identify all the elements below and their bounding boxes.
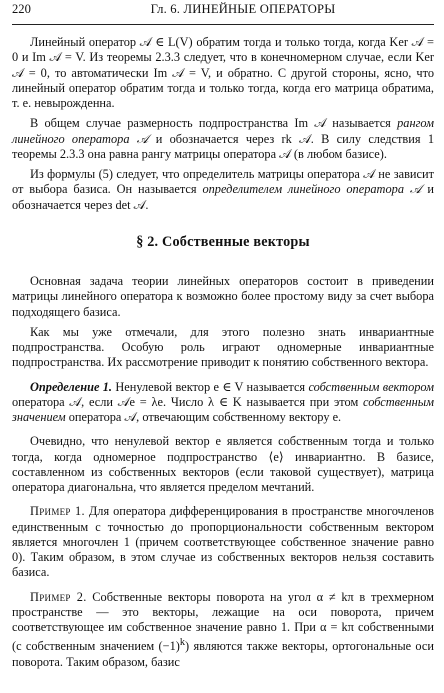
paragraph-determinant [12, 167, 434, 213]
term-rank: рангом линейного оператора 𝒜 [12, 116, 434, 146]
paragraph-rank [12, 116, 434, 162]
paragraph-text: Из формулы (5) следует, что определитель матрицы оператора 𝒜 не зависит от выбора базиса. Он называется [12, 167, 434, 197]
paragraph-text: Ненулевой вектор e ∈ V называется [112, 379, 309, 394]
term-eigenvector: собственным вектором [308, 379, 435, 394]
definition-1 [12, 380, 434, 426]
example-label: Пример 1. [30, 504, 85, 519]
paragraph-text: ) являются также векторы, ортогональные оси поворота. Таким образом, базис [12, 639, 434, 669]
term-determinant: определителем линейного оператора 𝒜 [202, 182, 422, 197]
paragraph-text: Основная задача теории линейных операторов состоит в приведении матрицы линейного оператора к возможно более простому виду за счет выбора подходящего базиса. [12, 274, 434, 319]
paragraph-invariant [12, 325, 434, 371]
running-title: Гл. 6. ЛИНЕЙНЫЕ ОПЕРАТОРЫ [150, 2, 336, 16]
paragraph-text: Собственные векторы поворота на угол α ≠ kπ в трехмерном пространстве — это векторы, лежащие на оси поворота, причем соответствующее им собственное значение равно 1. При α = kπ собственными (с собственным значением (−1) [12, 589, 434, 654]
paragraph-text: и обозначается через det 𝒜. [12, 182, 434, 212]
paragraph-obvious [12, 434, 434, 495]
paragraph-text: Для оператора дифференцирования в пространстве многочленов единственным с точностью до пропорциональности собственным вектором является многочлен 1 (причем соответствующее собственное значение равно 0). Таким образом, в этом случае из собственных векторов нельзя составить базиса. [12, 504, 435, 580]
page-number: 220 [12, 2, 31, 16]
paragraph-text: оператора 𝒜, отвечающим собственному вектору e. [65, 410, 342, 424]
section-title: § 2. Собственные векторы [136, 233, 310, 250]
paragraph-text: и обозначается через rk 𝒜. В силу следствия 1 теоремы 2.3.3 она равна рангу матрицы оператора 𝒜 (в любом базисе). [12, 131, 434, 161]
definition-label: Определение 1. [30, 379, 113, 394]
exponent: k [179, 637, 186, 649]
example-2 [12, 590, 434, 670]
paragraph-invertibility [12, 35, 434, 111]
example-label: Пример 2. [30, 589, 87, 604]
paragraph-text: Как мы уже отмечали, для этого полезно знать инвариантные подпространства. Особую роль играют одномерные инвариантные подпространства. Их рассмотрение приводит к понятию собственного вектора. [12, 324, 434, 370]
term-eigenvalue: собственным значением [12, 394, 434, 424]
paragraph-main-task [12, 274, 434, 320]
page-body [12, 35, 434, 670]
paragraph-text: оператора 𝒜, если 𝒜e = λe. Число λ ∈ K называется при этом [12, 394, 364, 409]
paragraph-text: Линейный оператор 𝒜 ∈ L(V) обратим тогда и только тогда, когда Ker 𝒜 = 0 и Im 𝒜 = V. Из теоремы 2.3.3 следует, что в конечномерном случае, если Ker 𝒜 = 0, то автоматически Im 𝒜 = V, и обратно. С другой стороны, ясно, что линейный оператор обратим тогда и только тогда, когда его матрица обратима, т. е. невырожденна. [12, 35, 434, 110]
paragraph-text: В общем случае размерность подпространства Im 𝒜 называется [30, 116, 398, 131]
example-1 [12, 504, 434, 580]
paragraph-text: Очевидно, что ненулевой вектор e является собственным тогда и только тогда, когда одномерное подпространство ⟨e⟩ инвариантно. В базисе, составленном из собственных векторов (если таковой существует), матрица оператора диагональна, что является пределом мечтаний. [12, 434, 434, 494]
page-header [12, 0, 434, 25]
